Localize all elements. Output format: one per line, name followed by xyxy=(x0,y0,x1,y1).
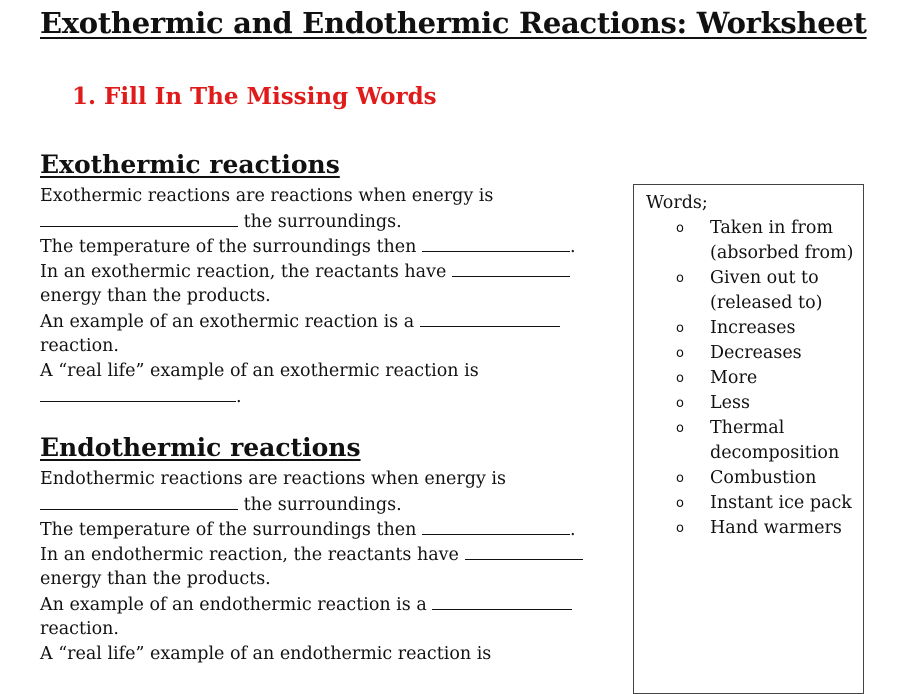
endo-line-2 xyxy=(40,492,402,517)
exo-line-7: reaction. xyxy=(40,336,119,356)
word-bank-list xyxy=(634,216,860,541)
exo-line-2-text: the surroundings. xyxy=(243,212,402,232)
endo-line-5: energy than the products. xyxy=(40,569,271,589)
word-bank-box xyxy=(633,184,864,694)
endo-blank-2[interactable] xyxy=(422,517,570,535)
exo-line-8: A “real life” example of an exothermic reaction is xyxy=(40,361,479,381)
endo-line-6 xyxy=(40,592,572,617)
word-bank-item: o Increases xyxy=(634,316,860,341)
exo-blank-3[interactable] xyxy=(452,259,570,277)
bullet-icon: o xyxy=(676,321,684,336)
bullet-icon: o xyxy=(676,471,684,486)
bullet-icon: o xyxy=(676,496,684,511)
endo-line-3-end: . xyxy=(569,520,576,540)
endo-line-2-text: the surroundings. xyxy=(243,495,402,515)
endo-line-4-text: In an endothermic reaction, the reactants have xyxy=(40,545,459,565)
exo-line-3-text: The temperature of the surroundings then xyxy=(40,237,417,257)
task-heading: 1. Fill In The Missing Words xyxy=(72,83,437,110)
exo-line-6-text: An example of an exothermic reaction is a xyxy=(40,312,415,332)
bullet-icon: o xyxy=(676,271,684,286)
bullet-icon: o xyxy=(676,346,684,361)
endo-line-3-text: The temperature of the surroundings then xyxy=(40,520,417,540)
exo-blank-2[interactable] xyxy=(422,234,570,252)
bullet-icon: o xyxy=(676,421,684,436)
exo-line-5: energy than the products. xyxy=(40,286,271,306)
exo-line-9-end: . xyxy=(236,387,242,407)
exothermic-heading: Exothermic reactions xyxy=(40,150,340,179)
exo-blank-1[interactable] xyxy=(40,209,238,227)
exo-blank-5[interactable] xyxy=(40,384,236,402)
word-bank-item: o Taken in from (absorbed from) xyxy=(676,218,854,263)
worksheet-title: Exothermic and Endothermic Reactions: Worksheet xyxy=(40,6,867,40)
exo-line-4-text: In an exothermic reaction, the reactants have xyxy=(40,262,447,282)
endo-line-6-text: An example of an endothermic reaction is a xyxy=(40,595,427,615)
endo-blank-4[interactable] xyxy=(432,592,572,610)
endo-line-8: A “real life” example of an endothermic reaction is xyxy=(40,644,492,664)
word-bank-item: o Instant ice pack xyxy=(634,491,860,516)
bullet-icon: o xyxy=(676,371,684,386)
exo-line-1: Exothermic reactions are reactions when energy is xyxy=(40,186,494,206)
bullet-icon: o xyxy=(676,396,684,411)
endothermic-heading: Endothermic reactions xyxy=(40,433,361,462)
exo-line-4 xyxy=(40,259,570,284)
bullet-icon: o xyxy=(676,221,684,236)
endo-line-1: Endothermic reactions are reactions when energy is xyxy=(40,469,506,489)
word-bank-item: o Combustion xyxy=(634,466,860,491)
word-bank-item: o Less xyxy=(634,391,860,416)
endo-line-3 xyxy=(40,517,576,542)
endo-blank-1[interactable] xyxy=(40,492,238,510)
exo-line-3-end: . xyxy=(569,237,576,257)
word-bank-item: o Hand warmers xyxy=(634,516,860,541)
word-bank-item: o Given out to (released to) xyxy=(676,268,823,313)
exo-line-2 xyxy=(40,209,402,234)
endo-blank-3[interactable] xyxy=(465,542,583,560)
word-bank-item: o Decreases xyxy=(634,341,860,366)
word-bank-title: Words; xyxy=(646,193,708,213)
exo-line-9 xyxy=(40,384,242,409)
exo-line-3 xyxy=(40,234,576,259)
exo-line-6 xyxy=(40,309,560,334)
endo-line-7: reaction. xyxy=(40,619,119,639)
endo-line-4 xyxy=(40,542,583,567)
bullet-icon: o xyxy=(676,521,684,536)
word-bank-item: o Thermal decomposition xyxy=(676,418,840,463)
exo-blank-4[interactable] xyxy=(420,309,560,327)
word-bank-item: o More xyxy=(634,366,860,391)
